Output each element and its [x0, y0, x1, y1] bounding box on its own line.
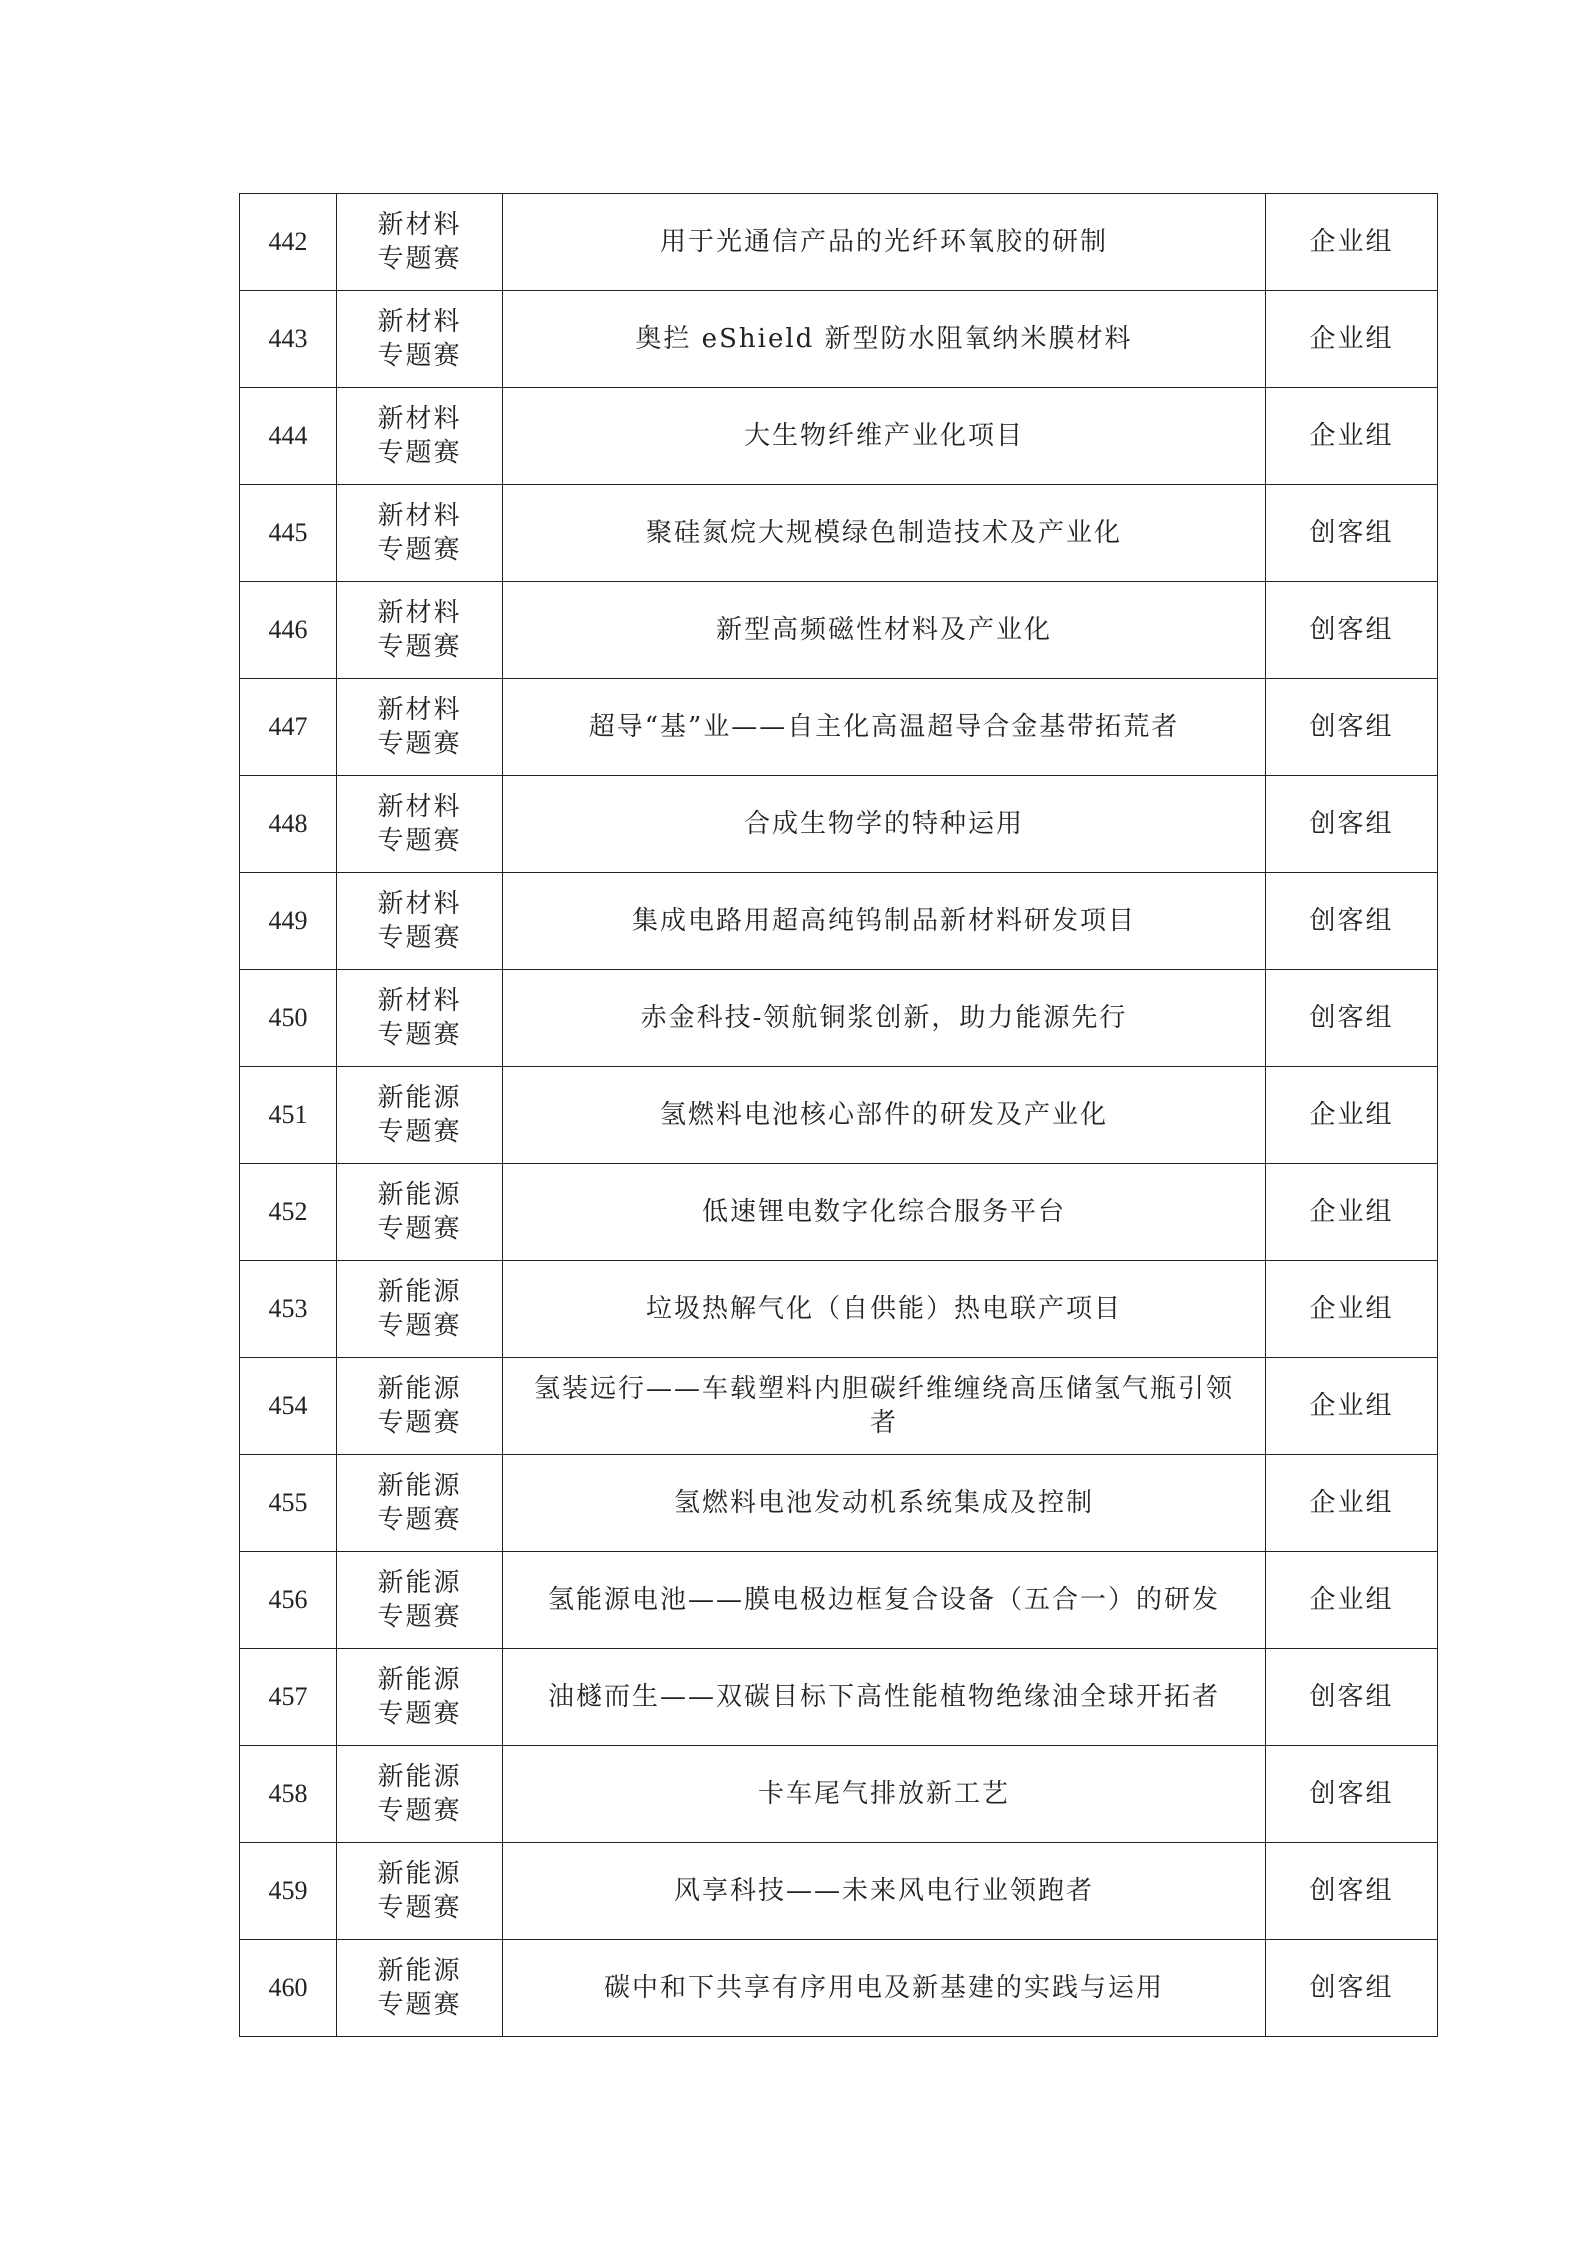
- table-row: [240, 485, 1438, 582]
- category-cell: [337, 679, 503, 776]
- category-line-2: 专题赛: [377, 826, 462, 856]
- row-number-cell: 445: [240, 485, 337, 582]
- row-number-cell: 450: [240, 970, 337, 1067]
- row-number-cell: 456: [240, 1552, 337, 1649]
- project-name-cell: 碳中和下共享有序用电及新基建的实践与运用: [503, 1940, 1266, 2037]
- category-line-2: 专题赛: [377, 1408, 462, 1438]
- row-number-cell: 444: [240, 388, 337, 485]
- category-line-2: 专题赛: [377, 1602, 462, 1632]
- group-cell: 企业组: [1266, 1261, 1438, 1358]
- project-name-cell: 风享科技——未来风电行业领跑者: [503, 1843, 1266, 1940]
- category-cell: [337, 776, 503, 873]
- category-line-2: 专题赛: [377, 1020, 462, 1050]
- table-row: [240, 1552, 1438, 1649]
- project-name-cell: 氢燃料电池发动机系统集成及控制: [503, 1455, 1266, 1552]
- category-line-2: 专题赛: [377, 244, 462, 274]
- project-name-cell: 氢装远行——车载塑料内胆碳纤维缠绕高压储氢气瓶引领者: [503, 1358, 1266, 1455]
- project-name-cell: 奥拦 eShield 新型防水阻氧纳米膜材料: [503, 291, 1266, 388]
- group-cell: 企业组: [1266, 388, 1438, 485]
- group-cell: 企业组: [1266, 1455, 1438, 1552]
- category-line-2: 专题赛: [377, 1699, 462, 1729]
- table-row: [240, 291, 1438, 388]
- category-line-2: 专题赛: [377, 923, 462, 953]
- table-row: [240, 873, 1438, 970]
- table-row: [240, 1164, 1438, 1261]
- category-line-2: 专题赛: [377, 1893, 462, 1923]
- table-row: [240, 1261, 1438, 1358]
- category-cell: [337, 1649, 503, 1746]
- row-number-cell: 451: [240, 1067, 337, 1164]
- table-row: [240, 1067, 1438, 1164]
- category-line-1: 新材料: [377, 792, 462, 822]
- project-name-cell: 新型高频磁性材料及产业化: [503, 582, 1266, 679]
- category-cell: [337, 1940, 503, 2037]
- category-line-1: 新能源: [377, 1180, 462, 1210]
- category-line-1: 新材料: [377, 695, 462, 725]
- group-cell: 企业组: [1266, 291, 1438, 388]
- category-line-2: 专题赛: [377, 1214, 462, 1244]
- table-row: [240, 1649, 1438, 1746]
- table-row: [240, 582, 1438, 679]
- project-name-cell: 氢能源电池——膜电极边框复合设备（五合一）的研发: [503, 1552, 1266, 1649]
- category-line-2: 专题赛: [377, 632, 462, 662]
- category-line-1: 新材料: [377, 404, 462, 434]
- group-cell: 企业组: [1266, 1358, 1438, 1455]
- category-line-1: 新能源: [377, 1762, 462, 1792]
- category-line-2: 专题赛: [377, 535, 462, 565]
- project-name-cell: 合成生物学的特种运用: [503, 776, 1266, 873]
- table-row: [240, 679, 1438, 776]
- category-cell: [337, 1164, 503, 1261]
- table-row: [240, 194, 1438, 291]
- table-row: [240, 1746, 1438, 1843]
- row-number-cell: 447: [240, 679, 337, 776]
- group-cell: 创客组: [1266, 776, 1438, 873]
- group-cell: 创客组: [1266, 1746, 1438, 1843]
- group-cell: 创客组: [1266, 679, 1438, 776]
- row-number-cell: 460: [240, 1940, 337, 2037]
- group-cell: 企业组: [1266, 1552, 1438, 1649]
- category-cell: [337, 388, 503, 485]
- category-cell: [337, 1455, 503, 1552]
- category-cell: [337, 194, 503, 291]
- category-line-1: 新能源: [377, 1956, 462, 1986]
- table-row: [240, 1358, 1438, 1455]
- group-cell: 创客组: [1266, 1649, 1438, 1746]
- row-number-cell: 443: [240, 291, 337, 388]
- category-line-1: 新能源: [377, 1374, 462, 1404]
- category-cell: [337, 1067, 503, 1164]
- category-cell: [337, 1746, 503, 1843]
- category-line-1: 新材料: [377, 598, 462, 628]
- group-cell: 创客组: [1266, 582, 1438, 679]
- table-row: [240, 1843, 1438, 1940]
- group-cell: 创客组: [1266, 970, 1438, 1067]
- row-number-cell: 452: [240, 1164, 337, 1261]
- table-row: [240, 1940, 1438, 2037]
- project-name-cell: 用于光通信产品的光纤环氧胶的研制: [503, 194, 1266, 291]
- category-line-1: 新能源: [377, 1568, 462, 1598]
- group-cell: 企业组: [1266, 194, 1438, 291]
- project-name-cell: 聚硅氮烷大规模绿色制造技术及产业化: [503, 485, 1266, 582]
- table-row: [240, 776, 1438, 873]
- row-number-cell: 453: [240, 1261, 337, 1358]
- category-cell: [337, 873, 503, 970]
- group-cell: 企业组: [1266, 1067, 1438, 1164]
- project-name-cell: 卡车尾气排放新工艺: [503, 1746, 1266, 1843]
- row-number-cell: 454: [240, 1358, 337, 1455]
- group-cell: 企业组: [1266, 1164, 1438, 1261]
- category-line-2: 专题赛: [377, 1117, 462, 1147]
- row-number-cell: 458: [240, 1746, 337, 1843]
- category-line-1: 新材料: [377, 986, 462, 1016]
- category-line-1: 新能源: [377, 1665, 462, 1695]
- project-name-cell: 油檖而生——双碳目标下高性能植物绝缘油全球开拓者: [503, 1649, 1266, 1746]
- category-cell: [337, 970, 503, 1067]
- row-number-cell: 446: [240, 582, 337, 679]
- table-row: [240, 970, 1438, 1067]
- table-row: [240, 1455, 1438, 1552]
- row-number-cell: 459: [240, 1843, 337, 1940]
- category-line-2: 专题赛: [377, 341, 462, 371]
- category-line-2: 专题赛: [377, 1796, 462, 1826]
- project-name-cell: 赤金科技-领航铜浆创新，助力能源先行: [503, 970, 1266, 1067]
- row-number-cell: 442: [240, 194, 337, 291]
- table-row: [240, 388, 1438, 485]
- category-cell: [337, 1843, 503, 1940]
- row-number-cell: 448: [240, 776, 337, 873]
- category-line-1: 新材料: [377, 210, 462, 240]
- category-line-2: 专题赛: [377, 1505, 462, 1535]
- row-number-cell: 455: [240, 1455, 337, 1552]
- category-line-1: 新能源: [377, 1859, 462, 1889]
- group-cell: 创客组: [1266, 1843, 1438, 1940]
- category-line-2: 专题赛: [377, 729, 462, 759]
- category-cell: [337, 291, 503, 388]
- category-line-1: 新能源: [377, 1471, 462, 1501]
- project-name-cell: 大生物纤维产业化项目: [503, 388, 1266, 485]
- row-number-cell: 449: [240, 873, 337, 970]
- group-cell: 创客组: [1266, 485, 1438, 582]
- category-cell: [337, 1358, 503, 1455]
- category-line-1: 新能源: [377, 1277, 462, 1307]
- group-cell: 创客组: [1266, 873, 1438, 970]
- project-list-table: [239, 193, 1438, 2037]
- project-name-cell: 氢燃料电池核心部件的研发及产业化: [503, 1067, 1266, 1164]
- row-number-cell: 457: [240, 1649, 337, 1746]
- table-body: [240, 194, 1438, 2037]
- project-name-cell: 垃圾热解气化（自供能）热电联产项目: [503, 1261, 1266, 1358]
- category-line-2: 专题赛: [377, 1990, 462, 2020]
- category-cell: [337, 1261, 503, 1358]
- category-line-1: 新材料: [377, 501, 462, 531]
- category-line-1: 新材料: [377, 307, 462, 337]
- category-line-1: 新材料: [377, 889, 462, 919]
- category-cell: [337, 582, 503, 679]
- project-name-cell: 集成电路用超高纯钨制品新材料研发项目: [503, 873, 1266, 970]
- group-cell: 创客组: [1266, 1940, 1438, 2037]
- category-line-1: 新能源: [377, 1083, 462, 1113]
- category-cell: [337, 485, 503, 582]
- project-name-cell: 低速锂电数字化综合服务平台: [503, 1164, 1266, 1261]
- category-cell: [337, 1552, 503, 1649]
- project-name-cell: 超导“基”业——自主化高温超导合金基带拓荒者: [503, 679, 1266, 776]
- category-line-2: 专题赛: [377, 1311, 462, 1341]
- category-line-2: 专题赛: [377, 438, 462, 468]
